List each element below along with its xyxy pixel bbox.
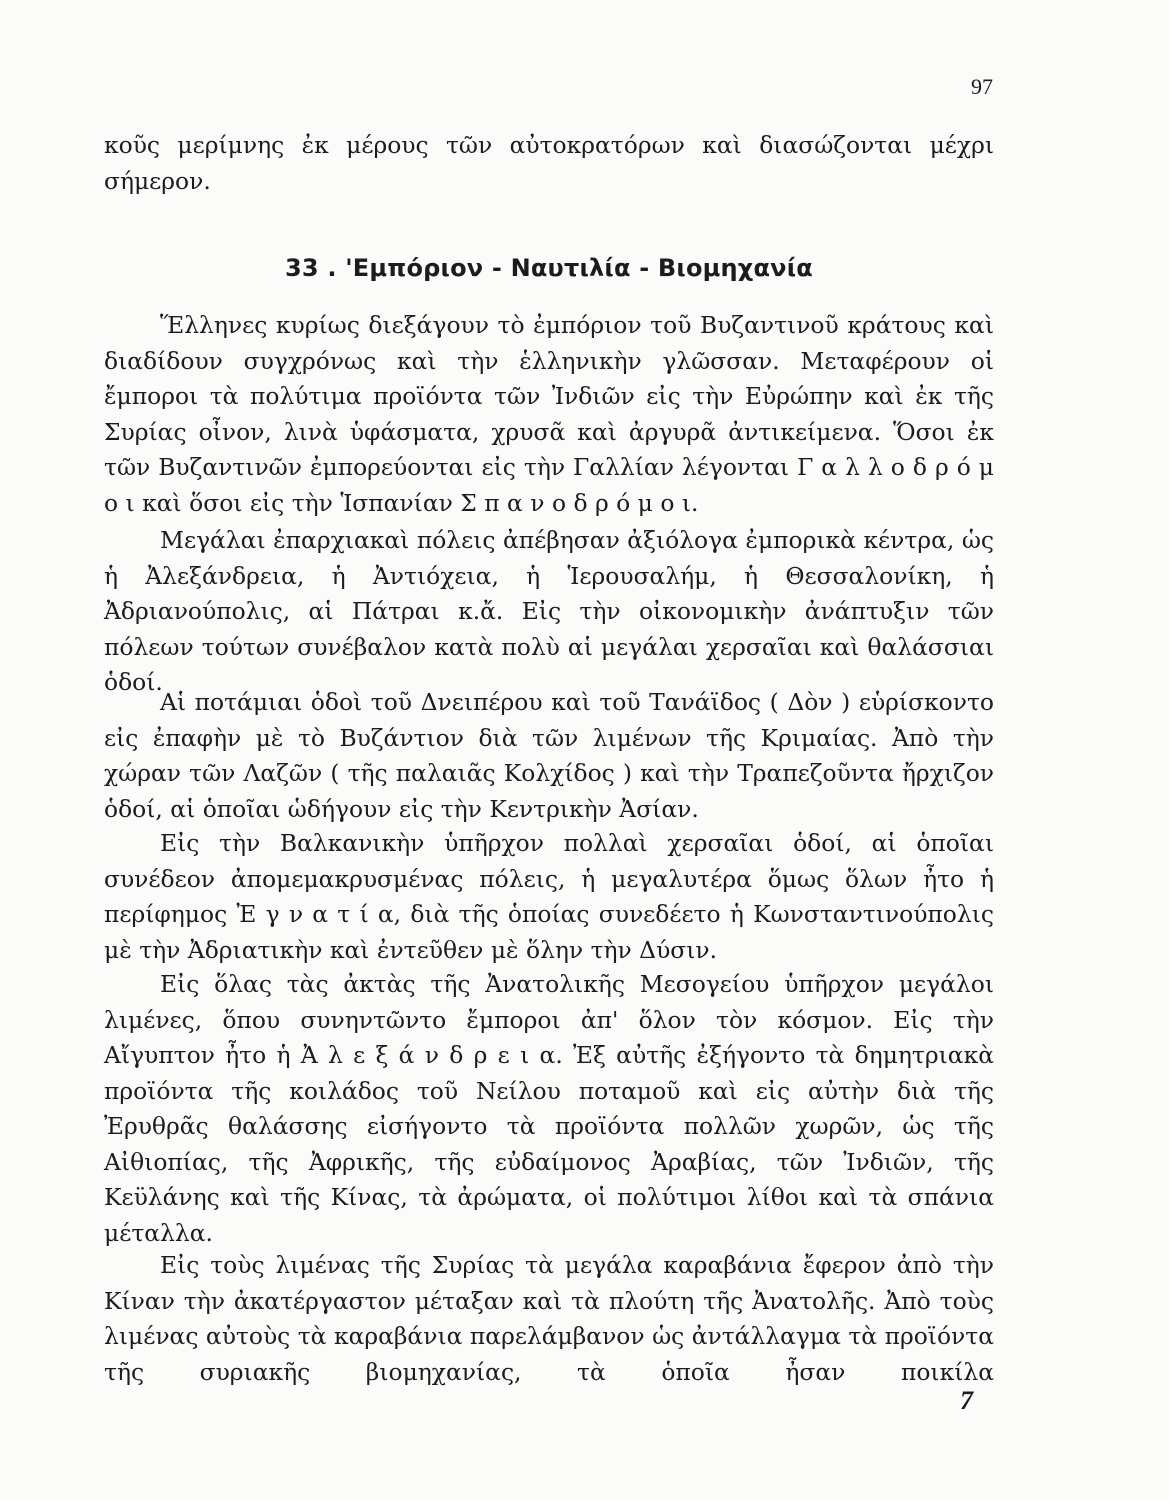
page-number: 97	[971, 74, 993, 99]
section-title: 33 . 'Εμπόριον - Ναυτιλία - Βιομηχανία	[285, 253, 813, 282]
paragraph-2: Μεγάλαι ἐπαρχιακαὶ πόλεις ἀπέβησαν ἀξιόλογα ἐμπορικὰ κέντρα, ὡς ἡ Ἀλεξάνδρεια, ἡ Ἀντιόχεια, ἡ Ἱερουσαλήμ, ἡ Θεσσαλονίκη, ἡ Ἀδριανούπολις, αἱ Πάτραι κ.ἄ. Εἰς τὴν οἰκονομικὴν ἀνάπτυξιν τῶν πόλεων τούτων συνέβαλον κατὰ πολὺ αἱ μεγάλαι χερσαῖαι καὶ θαλάσσιαι ὁδοί.	[104, 526, 994, 696]
paragraph-5: Εἰς ὅλας τὰς ἀκτὰς τῆς Ἀνατολικῆς Μεσογείου ὑπῆρχον μεγάλοι λιμένες, ὅπου συνηντῶντο ἔμποροι ἀπ' ὅλον τὸν κόσμον. Εἰς τὴν Αἴγυπτον ἦτο ἡ Ἀ λ ε ξ ά ν δ ρ ε ι α. Ἐξ αὐτῆς ἐξήγοντο τὰ δημητριακὰ προϊόντα τῆς κοιλάδος τοῦ Νείλου ποταμοῦ καὶ εἰς αὐτὴν διὰ τῆς Ἐρυθρᾶς θαλάσσης εἰσήγοντο τὰ προϊόντα πολλῶν χωρῶν, ὡς τῆς Αἰθιοπίας, τῆς Ἀφρικῆς, τῆς εὐδαίμονος Ἀραβίας, τῶν Ἰνδιῶν, τῆς Κεϋλάνης καὶ τῆς Κίνας, τὰ ἀρώματα, οἱ πολύτιμοι λίθοι καὶ τὰ σπάνια μέταλλα.	[104, 970, 994, 1247]
paragraph-1: Ἕλληνες κυρίως διεξάγουν τὸ ἐμπόριον τοῦ Βυζαντινοῦ κράτους καὶ διαδίδουν συγχρόνως καὶ τὴν ἑλληνικὴν γλῶσσαν. Μεταφέρουν οἱ ἔμποροι τὰ πολύτιμα προϊόντα τῶν Ἰνδιῶν εἰς τὴν Εὐρώπην καὶ ἐκ τῆς Συρίας οἶνον, λινὰ ὑφάσματα, χρυσᾶ καὶ ἀργυρᾶ ἀντικείμενα. Ὅσοι ἐκ τῶν Βυζαντινῶν ἐμπορεύονται εἰς τὴν Γαλλίαν λέγονται Γ α λ λ ο δ ρ ό μ ο ι καὶ ὅσοι εἰς τὴν Ἱσπανίαν Σ π α ν ο δ ρ ό μ ο ι.	[104, 311, 994, 517]
intro-paragraph: κοῦς μερίμνης ἐκ μέρους τῶν αὐτοκρατόρων καὶ διασώζονται μέχρι σήμερον.	[104, 131, 994, 195]
signature-mark: 7	[960, 1386, 973, 1415]
paragraph-3: Αἱ ποτάμιαι ὁδοὶ τοῦ Δνειπέρου καὶ τοῦ Τανάϊδος ( Δὸν ) εὑρίσκοντο εἰς ἐπαφὴν μὲ τὸ Βυζάντιον διὰ τῶν λιμένων τῆς Κριμαίας. Ἀπὸ τὴν χώραν τῶν Λαζῶν ( τῆς παλαιᾶς Κολχίδος ) καὶ τὴν Τραπεζοῦντα ἤρχιζον ὁδοί, αἱ ὁποῖαι ὡδήγουν εἰς τὴν Κεντρικὴν Ἀσίαν.	[104, 688, 994, 823]
paragraph-6: Εἰς τοὺς λιμένας τῆς Συρίας τὰ μεγάλα καραβάνια ἔφερον ἀπὸ τὴν Κίναν τὴν ἀκατέργαστον μέταξαν καὶ τὰ πλούτη τῆς Ἀνατολῆς. Ἀπὸ τοὺς λιμένας αὐτοὺς τὰ καραβάνια παρελάμβανον ὡς ἀντάλλαγμα τὰ προϊόντα τῆς συριακῆς βιομηχανίας, τὰ ὁποῖα ἦσαν ποικίλα	[104, 1251, 994, 1386]
paragraph-4: Εἰς τὴν Βαλκανικὴν ὑπῆρχον πολλαὶ χερσαῖαι ὁδοί, αἱ ὁποῖαι συνέδεον ἀπομεμακρυσμένας πόλεις, ἡ μεγαλυτέρα ὅμως ὅλων ἦτο ἡ περίφημος Ἐ γ ν α τ ί α, διὰ τῆς ὁποίας συνεδέετο ἡ Κωνσταντινούπολις μὲ τὴν Ἀδριατικὴν καὶ ἐντεῦθεν μὲ ὅλην τὴν Δύσιν.	[104, 829, 994, 964]
